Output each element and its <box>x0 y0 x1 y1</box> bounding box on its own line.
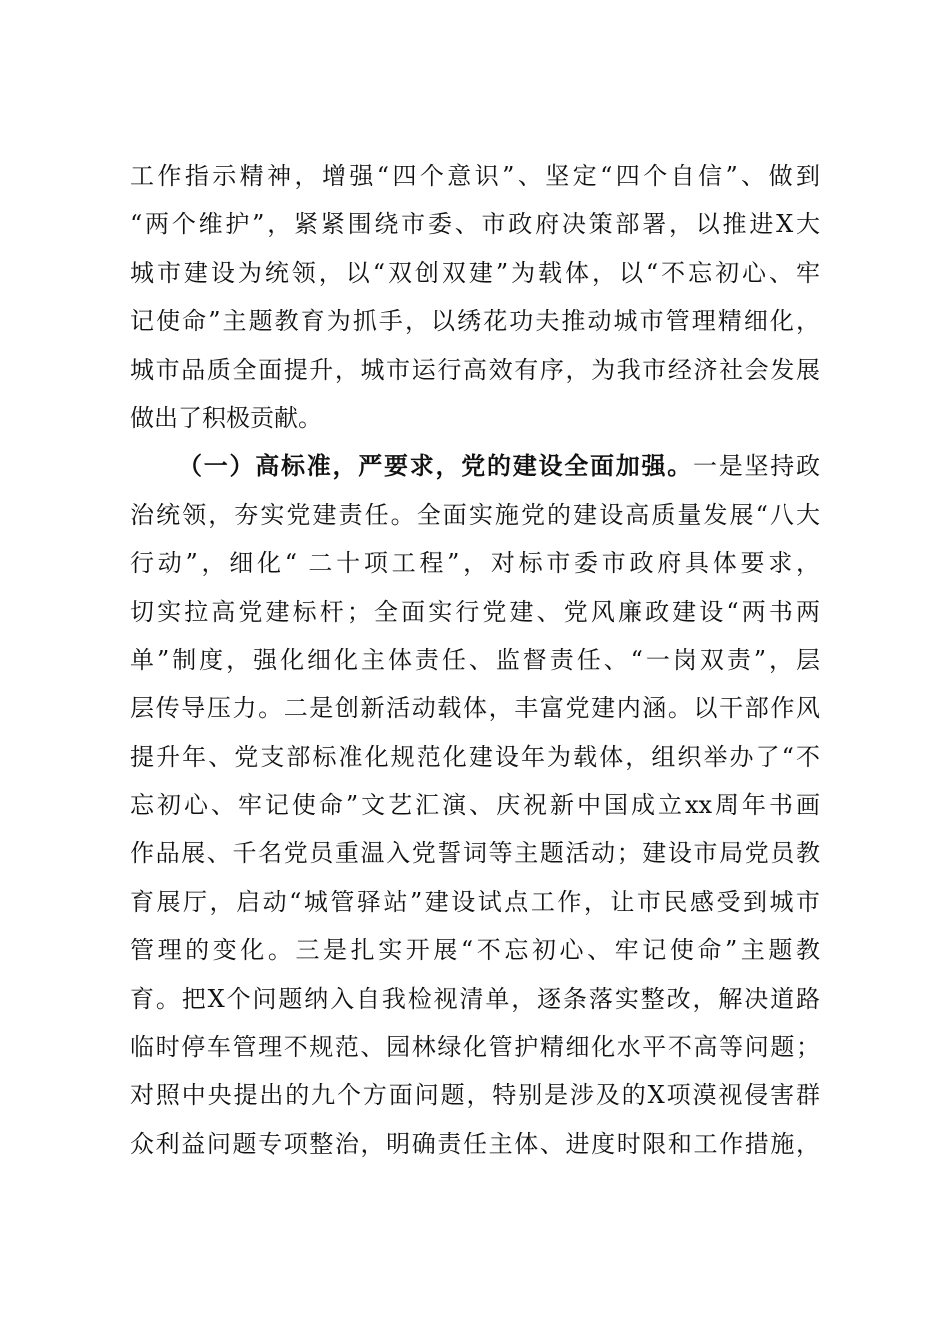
body-text <box>130 152 820 1168</box>
paragraph-2-first-line <box>130 442 820 490</box>
paragraph-2-line: 层传导压力。二是创新活动载体，丰富党建内涵。以干部作风 <box>130 694 820 723</box>
paragraph-1-line: 记使命”主题教育为抓手，以绣花功夫推动城市管理精细化， <box>130 307 820 336</box>
paragraph-2-line: 单”制度，强化细化主体责任、监督责任、“一岗双责”，层 <box>130 645 820 674</box>
paragraph-1-line: 城市品质全面提升，城市运行高效有序，为我市经济社会发展 <box>130 355 820 384</box>
section-heading: （一）高标准，严要求，党的建设全面加强。 <box>178 451 693 481</box>
section-heading-continuation: 一是坚持政 <box>693 452 820 481</box>
paragraph-2-line: 作品展、千名党员重温入党誓词等主题活动；建设市局党员教 <box>130 839 820 868</box>
paragraph-2-line: 育。把X个问题纳入自我检视清单，逐条落实整改，解决道路 <box>130 984 820 1013</box>
paragraph-2-line: 行动”，细化“ 二十项工程”，对标市委市政府具体要求， <box>130 549 820 578</box>
paragraph-2-line: 育展厅，启动“城管驿站”建设试点工作，让市民感受到城市 <box>130 887 820 916</box>
paragraph-2-line: 管理的变化。三是扎实开展“不忘初心、牢记使命”主题教 <box>130 936 820 965</box>
paragraph-2-line: 治统领，夯实党建责任。全面实施党的建设高质量发展“八大 <box>130 500 820 529</box>
paragraph-2-line: 临时停车管理不规范、园林绿化管护精细化水平不高等问题； <box>130 1033 820 1062</box>
paragraph-2-line: 提升年、党支部标准化规范化建设年为载体，组织举办了“不 <box>130 742 820 771</box>
paragraph-2-line: 众利益问题专项整治，明确责任主体、进度时限和工作措施， <box>130 1129 820 1158</box>
paragraph-2-line: 忘初心、牢记使命”文艺汇演、庆祝新中国成立xx周年书画 <box>130 791 820 820</box>
paragraph-1-line: 做出了积极贡献。 <box>130 403 322 432</box>
paragraph-2-line: 对照中央提出的九个方面问题，特别是涉及的X项漠视侵害群 <box>130 1081 820 1110</box>
paragraph-1-line: 城市建设为统领，以“双创双建”为载体，以“不忘初心、牢 <box>130 258 820 287</box>
paragraph-2-line: 切实拉高党建标杆；全面实行党建、党风廉政建设“两书两 <box>130 597 820 626</box>
paragraph-1-line: 工作指示精神，增强“四个意识”、坚定“四个自信”、做到 <box>130 162 820 190</box>
paragraph-1-line: “两个维护”，紧紧围绕市委、市政府决策部署，以推进X大 <box>130 210 820 239</box>
